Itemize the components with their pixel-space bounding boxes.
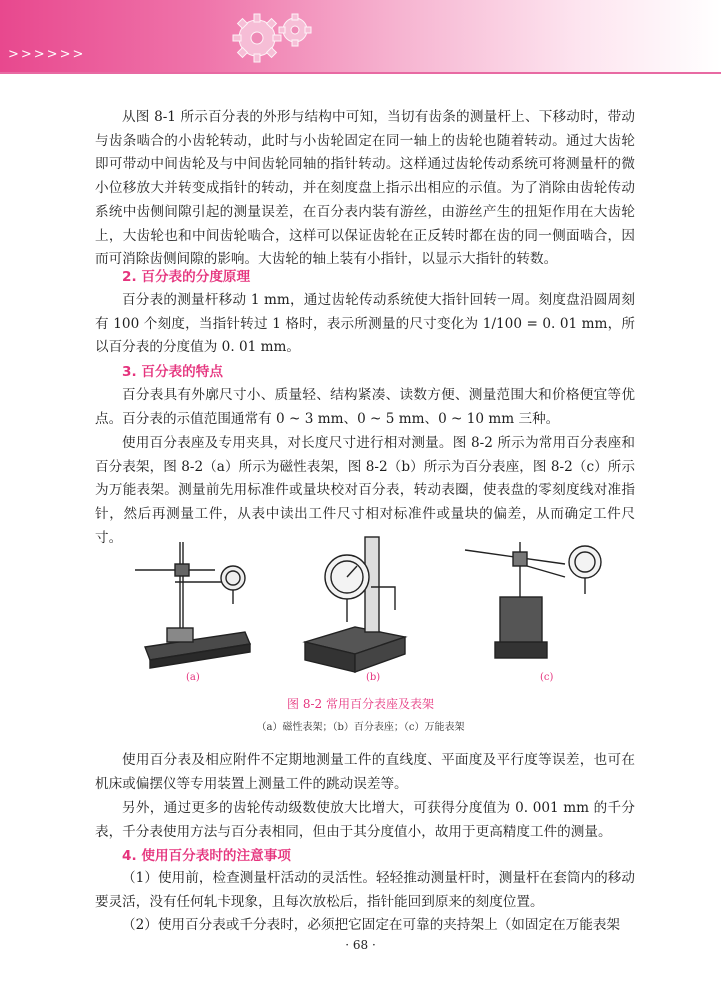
paragraph-6: 另外，通过更多的齿轮传动级数使放大比增大，可获得分度值为 0. 001 mm 的千分表，千分表使用方法与百分表相同，但由于其分度值小，故用于更高精度工件的测量。 [95, 800, 635, 840]
paragraph-4: 使用百分表座及专用夹具，对长度尺寸进行相对测量。图 8-2 所示为常用百分表座和百分表架，图 8-2（a）所示为磁性表架，图 8-2（b）所示为百分表座，图 8-2（c）所示为万能表架。测量前先用标准件或量块校对百分表，转动表圈，使表盘的零刻度线对准指针，然后再测量工件，从表中读出工件尺寸相对标准件或量块的偏差，从而确定工件尺寸。 [95, 435, 635, 546]
figure-label-c: (c) [540, 672, 554, 683]
universal-stand-illustration [465, 542, 601, 658]
figure-8-2 [95, 532, 635, 692]
figure-subcaption: （a）磁性表架；（b）百分表座；（c）万能表架 [256, 722, 465, 733]
figure-label-a: (a) [186, 672, 200, 683]
chevron-decoration: >>>>>> [8, 47, 86, 62]
section-heading-3: 3. 百分表的特点 [122, 364, 223, 380]
paragraph-5: 使用百分表及相应附件不定期地测量工件的直线度、平面度及平行度等误差，也可在机床或偏摆仪等专用装置上测量工件的跳动误差等。 [95, 752, 635, 792]
magnetic-stand-illustration [135, 542, 250, 668]
section-heading-2: 2. 百分表的分度原理 [122, 269, 251, 285]
header-divider [0, 72, 721, 74]
section-heading-4: 4. 使用百分表时的注意事项 [122, 848, 291, 864]
paragraph-1: 从图 8-1 所示百分表的外形与结构中可知，当切有齿条的测量杆上、下移动时，带动与齿条啮合的小齿轮转动，此时与小齿轮固定在同一轴上的齿轮也随着转动。通过大齿轮即可带动中间齿轮及与中间齿轮同轴的指针转动。这样通过齿轮传动系统可将测量杆的微小位移放大并转变成指针的转动，并在刻度盘上指示出相应的示值。为了消除由齿轮传动系统中齿侧间隙引起的测量误差，在百分表内装有游丝，由游丝产生的扭矩作用在大齿轮上，大齿轮也和中间齿轮啮合，这样可以保证齿轮在正反转时都在齿的同一侧面啮合，因而可消除齿侧间隙的影响。大齿轮的轴上装有小指针，以显示大指针的转数。 [95, 109, 635, 268]
dial-indicator-base-illustration [305, 537, 405, 672]
paragraph-3: 百分表具有外廓尺寸小、质量轻、结构紧凑、读数方便、测量范围大和价格便宜等优点。百分表的示值范围通常有 0 ~ 3 mm、0 ~ 5 mm、0 ~ 10 mm 三种。 [95, 387, 635, 427]
page-header [0, 0, 721, 72]
paragraph-7: （1）使用前，检查测量杆活动的灵活性。轻轻推动测量杆时，测量杆在套筒内的移动要灵活，没有任何轧卡现象，且每次放松后，指针能回到原来的刻度位置。 [95, 870, 635, 910]
page-number: · 68 · [345, 938, 376, 952]
gears-icon [215, 8, 335, 70]
paragraph-8: （2）使用百分表或千分表时，必须把它固定在可靠的夹持架上（如固定在万能表架 [122, 917, 621, 933]
paragraph-2: 百分表的测量杆移动 1 mm，通过齿轮传动系统使大指针回转一周。刻度盘沿圆周刻有 100 个刻度，当指针转过 1 格时，表示所测量的尺寸变化为 1/100 = 0. 01 mm，所以百分表的分度值为 0. 01 mm。 [95, 292, 635, 356]
figure-label-b: (b) [366, 672, 381, 683]
figure-caption: 图 8-2 常用百分表座及表架 [287, 697, 434, 711]
